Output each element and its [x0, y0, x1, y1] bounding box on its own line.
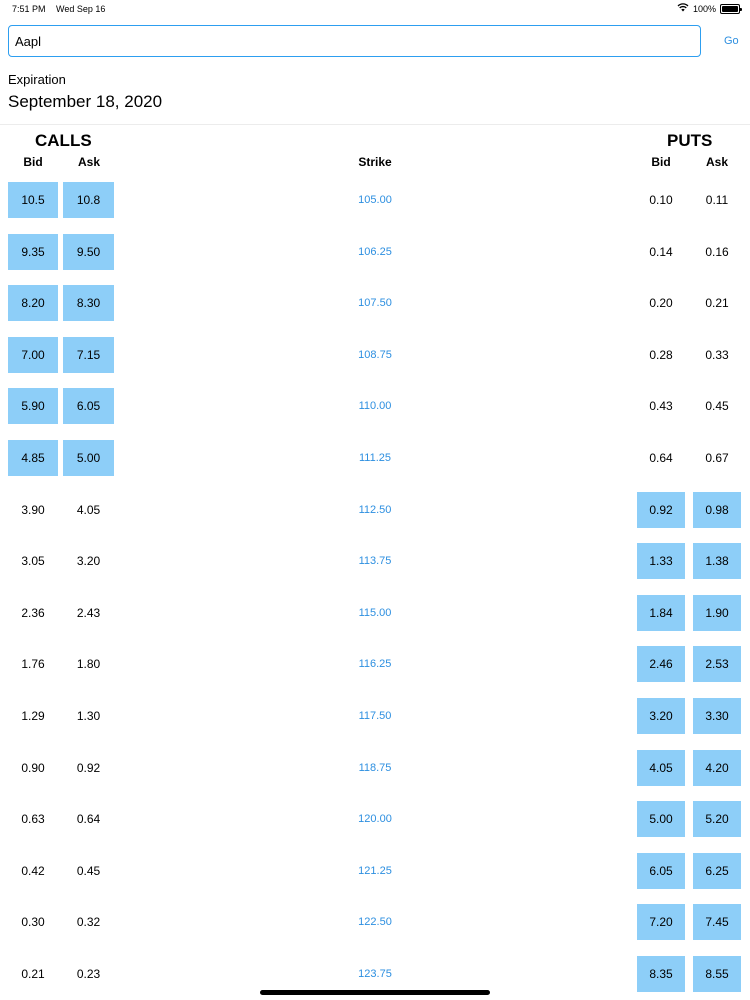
expiration-label: Expiration [8, 72, 66, 87]
call-bid-cell[interactable]: 2.36 [21, 605, 45, 620]
option-row [0, 644, 750, 684]
expiration-date[interactable]: September 18, 2020 [8, 92, 163, 111]
strike-link[interactable]: 116.25 [358, 658, 392, 671]
battery-level [722, 6, 738, 12]
put-bid-cell[interactable]: 0.28 [649, 347, 673, 362]
strike-link[interactable]: 117.50 [358, 710, 392, 722]
strike-link[interactable]: 121.25 [358, 864, 392, 877]
call-bid-cell[interactable]: 0.90 [21, 760, 45, 775]
puts-ask-header: Ask [705, 155, 729, 169]
put-bid-cell[interactable]: 3.20 [637, 698, 685, 734]
call-ask-cell[interactable]: 10.8 [63, 182, 114, 218]
put-bid-cell[interactable]: 0.92 [637, 492, 685, 528]
option-row [0, 902, 750, 942]
put-ask-cell[interactable]: 7.45 [693, 904, 741, 940]
call-bid-cell[interactable]: 0.63 [21, 812, 45, 827]
option-row [0, 335, 750, 375]
call-bid-cell[interactable]: 9.35 [8, 234, 58, 270]
put-bid-cell[interactable]: 0.14 [649, 244, 673, 259]
put-ask-cell[interactable]: 0.21 [705, 296, 729, 311]
option-row [0, 541, 750, 581]
home-indicator[interactable] [260, 990, 490, 995]
strike-link[interactable]: 106.25 [358, 245, 392, 258]
put-ask-cell[interactable]: 1.90 [693, 595, 741, 631]
call-bid-cell[interactable]: 3.90 [21, 502, 45, 517]
put-ask-cell[interactable]: 0.45 [705, 399, 729, 414]
strike-link[interactable]: 120.00 [358, 813, 392, 826]
calls-ask-header: Ask [77, 155, 101, 169]
put-bid-cell[interactable]: 8.35 [637, 956, 685, 992]
call-bid-cell[interactable]: 1.29 [21, 709, 45, 723]
call-ask-cell[interactable]: 0.64 [76, 812, 101, 827]
put-bid-cell[interactable]: 7.20 [637, 904, 685, 940]
strike-link[interactable]: 112.50 [358, 503, 392, 516]
option-row [0, 851, 750, 891]
call-bid-cell[interactable]: 8.20 [8, 285, 58, 321]
strike-link[interactable]: 107.50 [358, 297, 392, 310]
call-bid-cell[interactable]: 1.76 [21, 657, 45, 672]
option-row [0, 696, 750, 736]
put-ask-cell[interactable]: 1.38 [693, 543, 741, 579]
put-bid-cell[interactable]: 2.46 [637, 646, 685, 682]
option-row [0, 490, 750, 530]
call-ask-cell[interactable]: 6.05 [63, 388, 114, 424]
put-bid-cell[interactable]: 0.43 [649, 399, 673, 414]
option-row [0, 748, 750, 788]
call-ask-cell[interactable]: 1.80 [76, 657, 101, 672]
strike-link[interactable]: 111.25 [358, 452, 391, 464]
call-bid-cell[interactable]: 3.05 [21, 554, 45, 569]
strike-link[interactable]: 118.75 [358, 761, 392, 774]
put-bid-cell[interactable]: 6.05 [637, 853, 685, 889]
call-bid-cell[interactable]: 10.5 [8, 182, 58, 218]
status-left [12, 4, 113, 14]
strike-link[interactable]: 108.75 [358, 348, 392, 361]
wifi-icon [677, 3, 689, 14]
put-ask-cell[interactable]: 0.33 [705, 347, 729, 362]
put-bid-cell[interactable]: 0.10 [649, 193, 673, 207]
call-ask-cell[interactable]: 0.45 [76, 863, 101, 878]
put-ask-cell[interactable]: 8.55 [693, 956, 741, 992]
option-row [0, 954, 750, 994]
put-bid-cell[interactable]: 0.20 [649, 296, 673, 311]
put-ask-cell[interactable]: 0.16 [705, 244, 729, 259]
call-bid-cell[interactable]: 7.00 [8, 337, 58, 373]
call-bid-cell[interactable]: 4.85 [8, 440, 58, 476]
option-row [0, 232, 750, 272]
puts-bid-header: Bid [651, 155, 671, 169]
status-right [677, 3, 740, 14]
put-ask-cell[interactable]: 0.98 [693, 492, 741, 528]
call-ask-cell[interactable]: 8.30 [63, 285, 114, 321]
call-ask-cell[interactable]: 0.23 [76, 967, 101, 981]
put-ask-cell[interactable]: 2.53 [693, 646, 741, 682]
status-date: Wed Sep 16 [56, 4, 106, 14]
option-row [0, 799, 750, 839]
call-ask-cell[interactable]: 3.20 [76, 554, 101, 569]
put-bid-cell[interactable]: 4.05 [637, 750, 685, 786]
option-row [0, 283, 750, 323]
option-row [0, 180, 750, 220]
call-ask-cell[interactable]: 0.92 [76, 760, 101, 775]
put-bid-cell[interactable]: 0.64 [649, 451, 673, 465]
call-bid-cell[interactable]: 5.90 [8, 388, 58, 424]
put-ask-cell[interactable]: 0.11 [705, 193, 729, 207]
calls-bid-header: Bid [23, 155, 43, 169]
battery-icon [720, 4, 740, 14]
strike-link[interactable]: 113.75 [358, 555, 392, 568]
call-ask-cell[interactable]: 1.30 [76, 709, 101, 723]
status-bar [0, 0, 750, 20]
put-bid-cell[interactable]: 1.84 [637, 595, 685, 631]
call-ask-cell[interactable]: 7.15 [63, 337, 114, 373]
go-button[interactable]: Go [724, 35, 739, 47]
call-ask-cell[interactable]: 2.43 [76, 605, 101, 620]
call-bid-cell[interactable]: 0.21 [21, 967, 45, 981]
strike-link[interactable]: 122.50 [358, 916, 392, 929]
call-ask-cell[interactable]: 0.32 [76, 915, 101, 930]
calls-title: CALLS [35, 131, 92, 150]
strike-link[interactable]: 105.00 [358, 194, 392, 206]
option-row [0, 438, 750, 478]
header-divider [0, 124, 750, 125]
strike-link[interactable]: 115.00 [358, 606, 392, 619]
put-ask-cell[interactable]: 4.20 [693, 750, 741, 786]
option-row [0, 593, 750, 633]
put-bid-cell[interactable]: 5.00 [637, 801, 685, 837]
put-ask-cell[interactable]: 3.30 [693, 698, 741, 734]
put-ask-cell[interactable]: 6.25 [693, 853, 741, 889]
strike-link[interactable]: 110.00 [358, 400, 392, 413]
put-bid-cell[interactable]: 1.33 [637, 543, 685, 579]
call-ask-cell[interactable]: 4.05 [76, 502, 101, 517]
status-time: 7:51 PM [12, 4, 46, 14]
option-row [0, 386, 750, 426]
puts-title: PUTS [667, 131, 713, 150]
put-ask-cell[interactable]: 0.67 [705, 451, 729, 465]
call-bid-cell[interactable]: 0.30 [21, 915, 45, 930]
call-ask-cell[interactable]: 9.50 [63, 234, 114, 270]
search-input[interactable] [8, 25, 701, 57]
call-ask-cell[interactable]: 5.00 [63, 440, 114, 476]
strike-link[interactable]: 123.75 [358, 968, 392, 980]
put-ask-cell[interactable]: 5.20 [693, 801, 741, 837]
strike-header: Strike [358, 155, 392, 169]
call-bid-cell[interactable]: 0.42 [21, 863, 45, 878]
battery-text: 100% [692, 3, 716, 14]
